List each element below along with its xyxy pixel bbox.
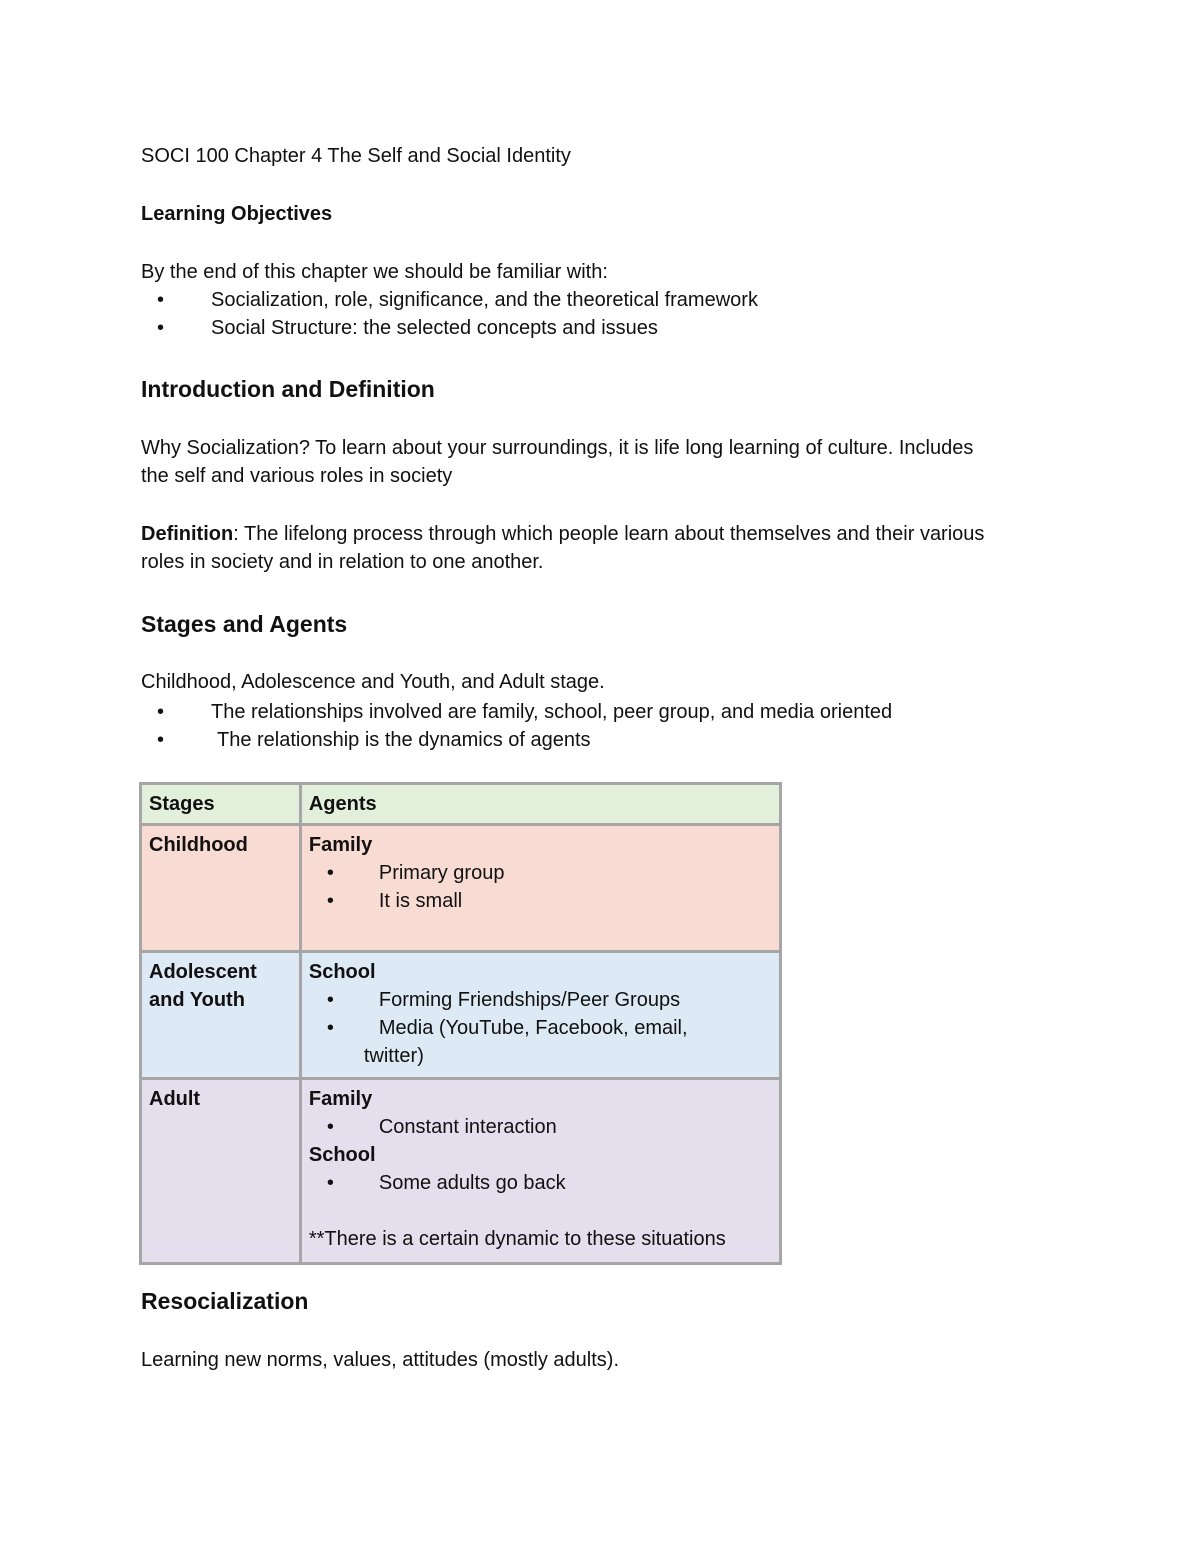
agent-bullets bbox=[309, 1113, 772, 1141]
bullet-icon: • bbox=[157, 729, 165, 751]
why-socialization-line1: Why Socialization? To learn about your surroundings, it is life long learning of culture. Includes bbox=[141, 437, 974, 459]
objectives-intro: By the end of this chapter we should be familiar with: bbox=[141, 261, 608, 283]
table-row bbox=[141, 825, 781, 952]
stages-item: The relationship is the dynamics of agents bbox=[217, 729, 591, 751]
header-stages: Stages bbox=[141, 784, 301, 825]
definition-text: : The lifelong process through which people learn about themselves and their various bbox=[233, 523, 985, 545]
list-item: • Constant interaction bbox=[309, 1113, 772, 1141]
list-item: • Forming Friendships/Peer Groups bbox=[309, 986, 772, 1014]
list-item: • It is small bbox=[309, 887, 772, 915]
list-item bbox=[309, 1014, 772, 1070]
objective-item: Socialization, role, significance, and the theoretical framework bbox=[211, 289, 758, 311]
list-item: • Some adults go back bbox=[309, 1169, 772, 1197]
table-row bbox=[141, 952, 781, 1079]
table-row bbox=[141, 1079, 781, 1264]
stages-agents-table bbox=[139, 782, 782, 1265]
stage-childhood: Childhood bbox=[141, 825, 301, 952]
list-item-line2: twitter) bbox=[363, 1045, 424, 1067]
agent-title: School bbox=[308, 961, 376, 983]
agent-bullets bbox=[309, 1169, 772, 1197]
agent-title: School bbox=[308, 1144, 376, 1166]
agent-bullets bbox=[309, 986, 772, 1070]
stage-label-line1: Adolescent bbox=[149, 961, 257, 983]
agents-adult bbox=[300, 1079, 780, 1264]
resocialization-heading: Resocialization bbox=[141, 1288, 309, 1314]
bullet-icon: • bbox=[157, 289, 165, 311]
objective-item: Social Structure: the selected concepts and issues bbox=[211, 317, 658, 339]
definition-line2: roles in society and in relation to one another. bbox=[141, 551, 544, 573]
stage-adolescent bbox=[141, 952, 301, 1079]
stages-intro: Childhood, Adolescence and Youth, and Adult stage. bbox=[141, 671, 605, 693]
agents-childhood bbox=[300, 825, 780, 952]
stage-label-line2: and Youth bbox=[149, 989, 245, 1011]
bullet-icon: • bbox=[157, 701, 165, 723]
bullet-icon: • bbox=[157, 317, 165, 339]
header-agents: Agents bbox=[300, 784, 780, 825]
definition-line1 bbox=[141, 520, 984, 548]
list-item-line1: Media (YouTube, Facebook, email, bbox=[378, 1017, 688, 1039]
introduction-heading: Introduction and Definition bbox=[141, 376, 435, 402]
table-header-row bbox=[141, 784, 781, 825]
agents-adolescent bbox=[300, 952, 780, 1079]
agent-title: Family bbox=[308, 834, 373, 856]
learning-objectives-heading: Learning Objectives bbox=[141, 203, 333, 225]
list-item: • Primary group bbox=[309, 859, 772, 887]
stages-item: The relationships involved are family, school, peer group, and media oriented bbox=[211, 701, 893, 723]
dynamic-note: **There is a certain dynamic to these situations bbox=[308, 1228, 726, 1250]
agent-bullets bbox=[309, 859, 772, 915]
document-title: SOCI 100 Chapter 4 The Self and Social Identity bbox=[141, 145, 571, 167]
why-socialization-line2: the self and various roles in society bbox=[141, 465, 453, 487]
definition-label: Definition bbox=[141, 523, 234, 545]
agent-title: Family bbox=[308, 1088, 373, 1110]
stage-adult: Adult bbox=[141, 1079, 301, 1264]
stages-agents-heading: Stages and Agents bbox=[141, 611, 348, 637]
resocialization-text: Learning new norms, values, attitudes (mostly adults). bbox=[141, 1349, 619, 1371]
